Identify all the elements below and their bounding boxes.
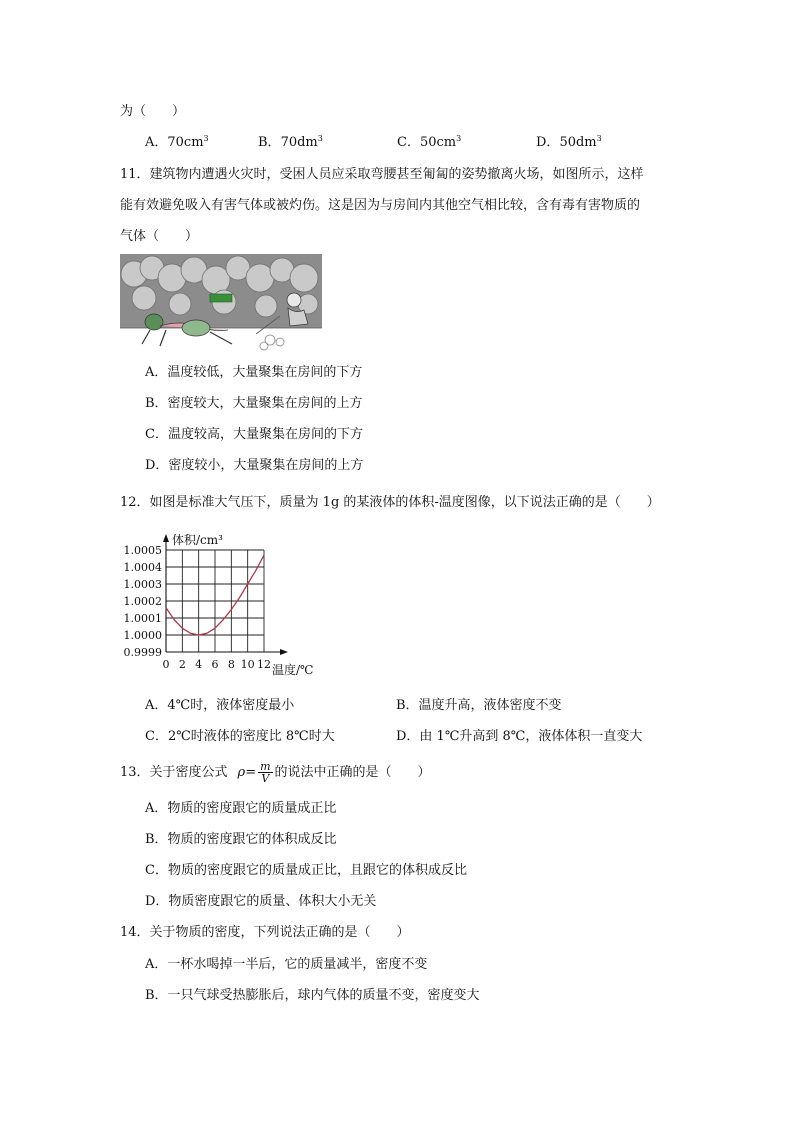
q13-option-d: D．物质密度跟它的质量、体积大小无关 bbox=[145, 894, 377, 909]
y-tick-label: 1.0002 bbox=[123, 595, 162, 608]
q13-option-c: C．物质的密度跟它的质量成正比，且跟它的体积成反比 bbox=[145, 863, 467, 878]
x-axis-arrow bbox=[280, 649, 288, 655]
q11-stem-line-3: 气体（ ） bbox=[120, 229, 199, 244]
q12-option-a: A．4℃时，液体密度最小 bbox=[145, 698, 295, 713]
x-tick-label: 8 bbox=[227, 658, 235, 671]
q11-stem-line-2: 能有效避免吸入有害气体或被灼伤。这是因为与房间内其他空气相比较，含有毒有害物质的 bbox=[120, 198, 641, 213]
density-formula: ρ= bbox=[237, 765, 257, 780]
formula-fraction: $\frac{m}{V}$ bbox=[260, 760, 271, 785]
q12-option-c: C．2℃时液体的密度比 8℃时大 bbox=[145, 729, 335, 744]
y-tick-label: 1.0004 bbox=[123, 561, 162, 574]
x-tick-label: 12 bbox=[257, 658, 271, 671]
chart-tick-labels bbox=[124, 532, 314, 677]
q11-stem-line-1: 11．建筑物内遭遇火灾时，受困人员应采取弯腰甚至匍匐的姿势撤离火场，如图所示，这样 bbox=[120, 167, 644, 182]
q12-option-d: D．由 1℃升高到 8℃，液体体积一直变大 bbox=[396, 729, 643, 744]
q10-option-d: D．$50dm^3$ bbox=[536, 134, 602, 150]
x-tick-label: 2 bbox=[178, 658, 186, 671]
volume-temperature-chart bbox=[118, 526, 338, 678]
q14-option-a: A．一杯水喝掉一半后，它的质量减半，密度不变 bbox=[145, 957, 428, 972]
q11-option-b: B．密度较大，大量聚集在房间的上方 bbox=[145, 396, 363, 411]
q13-option-a: A．物质的密度跟它的质量成正比 bbox=[145, 801, 337, 816]
q12-option-b: B．温度升高，液体密度不变 bbox=[396, 698, 562, 713]
q12-stem: 12．如图是标准大气压下，质量为 1g 的某液体的体积-温度图像，以下说法正确的是（ ） bbox=[120, 495, 660, 510]
q10-stem-tail: 为（ ） bbox=[120, 104, 186, 119]
q11-option-d: D．密度较小，大量聚集在房间的上方 bbox=[145, 458, 364, 473]
y-tick-label: 1.0005 bbox=[123, 544, 162, 557]
q11-option-c: C．温度较高，大量聚集在房间的下方 bbox=[145, 427, 363, 442]
q11-option-a: A．温度较低，大量聚集在房间的下方 bbox=[145, 365, 363, 380]
q13-stem: 13．关于密度公式 ρ= $\frac{m}{V}$ 的说法中正确的是（ ） bbox=[120, 760, 431, 785]
q10-option-a: A．$70cm^3$ bbox=[145, 134, 209, 150]
y-tick-label: 1.0003 bbox=[123, 578, 162, 591]
y-tick-label: 0.9999 bbox=[123, 646, 162, 659]
x-tick-label: 10 bbox=[240, 658, 255, 671]
q14-stem: 14．关于物质的密度，下列说法正确的是（ ） bbox=[120, 925, 410, 940]
q13-option-b: B．物质的密度跟它的体积成反比 bbox=[145, 832, 337, 847]
x-tick-label: 0 bbox=[162, 658, 170, 671]
chart-axes bbox=[163, 534, 288, 655]
x-tick-label: 6 bbox=[211, 658, 219, 671]
q10-option-c: C．$50cm^3$ bbox=[397, 134, 462, 150]
y-tick-label: 1.0001 bbox=[123, 612, 162, 625]
fire-escape-illustration bbox=[120, 254, 322, 352]
y-axis-label: 体积/cm³ bbox=[172, 533, 223, 547]
q10-option-b: B．$70dm^3$ bbox=[258, 134, 323, 150]
y-axis-arrow bbox=[163, 534, 169, 542]
x-axis-label: 温度/℃ bbox=[272, 663, 314, 677]
x-tick-label: 4 bbox=[195, 658, 203, 671]
q14-option-b: B．一只气球受热膨胀后，球内气体的质量不变，密度变大 bbox=[145, 988, 480, 1003]
chart-grid bbox=[166, 550, 264, 652]
y-tick-label: 1.0000 bbox=[123, 629, 162, 642]
